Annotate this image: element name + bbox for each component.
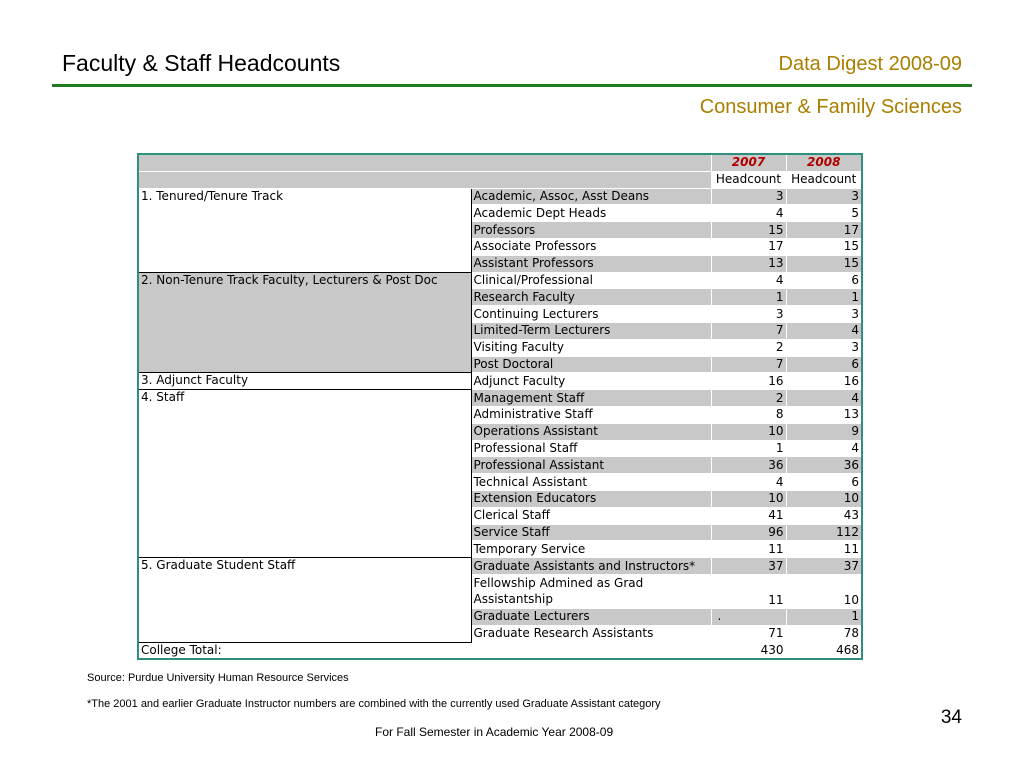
row-label: Academic Dept Heads: [471, 205, 711, 222]
value-2008: 1: [786, 608, 862, 625]
value-2007: 96: [711, 524, 786, 541]
value-2007: 36: [711, 457, 786, 474]
value-2007: 37: [711, 558, 786, 575]
value-2007: 2: [711, 390, 786, 407]
total-2008: 468: [786, 642, 862, 659]
page-title: Faculty & Staff Headcounts: [62, 50, 341, 76]
row-label: Operations Assistant: [471, 423, 711, 440]
value-2007: 17: [711, 238, 786, 255]
category-cell: 4. Staff: [138, 390, 471, 558]
value-2007: 3: [711, 306, 786, 323]
value-2007: 1: [711, 440, 786, 457]
value-2007: 7: [711, 322, 786, 339]
value-2008: 13: [786, 406, 862, 423]
category-cell: 5. Graduate Student Staff: [138, 558, 471, 642]
digest-label: Data Digest 2008-09: [778, 53, 962, 75]
value-2007: 4: [711, 272, 786, 289]
value-2008: 37: [786, 558, 862, 575]
value-2008: 36: [786, 457, 862, 474]
value-2007: 16: [711, 373, 786, 390]
value-2008: 3: [786, 339, 862, 356]
row-label: Post Doctoral: [471, 356, 711, 373]
value-2008: 16: [786, 373, 862, 390]
semester-footer: For Fall Semester in Academic Year 2008-09: [375, 725, 614, 739]
value-2008: 78: [786, 625, 862, 642]
value-2008: 10: [786, 574, 862, 608]
value-2008: 10: [786, 490, 862, 507]
department-label: Consumer & Family Sciences: [699, 96, 962, 118]
category-cell: 1. Tenured/Tenure Track: [138, 188, 471, 272]
row-label: Fellowship Admined as Grad Assistantship: [471, 574, 711, 608]
header-rule: [52, 84, 972, 87]
value-2007: 4: [711, 474, 786, 491]
row-label: Temporary Service: [471, 541, 711, 558]
year-2008-header: 2008: [786, 154, 862, 171]
value-2007: 10: [711, 490, 786, 507]
value-2008: 9: [786, 423, 862, 440]
value-2008: 11: [786, 541, 862, 558]
table-row: [138, 272, 862, 289]
value-2008: 6: [786, 356, 862, 373]
value-2008: 15: [786, 238, 862, 255]
value-2008: 43: [786, 507, 862, 524]
value-2008: 112: [786, 524, 862, 541]
row-label: Administrative Staff: [471, 406, 711, 423]
total-2007: 430: [711, 642, 786, 659]
table-row: [138, 373, 862, 390]
row-label: Assistant Professors: [471, 255, 711, 272]
value-2008: 17: [786, 222, 862, 239]
value-2008: 1: [786, 289, 862, 306]
measure-2008-header: Headcount: [786, 171, 862, 188]
value-2007: 71: [711, 625, 786, 642]
row-label: Continuing Lecturers: [471, 306, 711, 323]
row-label: Extension Educators: [471, 490, 711, 507]
row-label: Adjunct Faculty: [471, 373, 711, 390]
source-note: Source: Purdue University Human Resource Services: [87, 672, 349, 684]
row-label: Clinical/Professional: [471, 272, 711, 289]
row-label: Limited-Term Lecturers: [471, 322, 711, 339]
value-2007: 13: [711, 255, 786, 272]
row-label: Academic, Assoc, Asst Deans: [471, 188, 711, 205]
value-2007: 11: [711, 541, 786, 558]
row-label: Visiting Faculty: [471, 339, 711, 356]
value-2008: 4: [786, 390, 862, 407]
value-2007: 8: [711, 406, 786, 423]
table-row: [138, 188, 862, 205]
row-label: Management Staff: [471, 390, 711, 407]
value-2007: 41: [711, 507, 786, 524]
row-label: Associate Professors: [471, 238, 711, 255]
row-label: Professional Assistant: [471, 457, 711, 474]
value-2008: 3: [786, 306, 862, 323]
value-2008: 3: [786, 188, 862, 205]
measure-2007-header: Headcount: [711, 171, 786, 188]
row-label: Graduate Assistants and Instructors*: [471, 558, 711, 575]
row-label: Professional Staff: [471, 440, 711, 457]
value-2007: 10: [711, 423, 786, 440]
value-2007: 2: [711, 339, 786, 356]
category-cell: 2. Non-Tenure Track Faculty, Lecturers & Post Doc: [138, 272, 471, 373]
value-2007: 4: [711, 205, 786, 222]
category-cell: 3. Adjunct Faculty: [138, 373, 471, 390]
value-2008: 15: [786, 255, 862, 272]
row-label: Clerical Staff: [471, 507, 711, 524]
header-blank: [138, 154, 711, 171]
value-2008: 6: [786, 474, 862, 491]
table-row: [138, 558, 862, 575]
page-number: 34: [940, 707, 962, 728]
value-2008: 4: [786, 440, 862, 457]
row-label: Technical Assistant: [471, 474, 711, 491]
table-row: [138, 390, 862, 407]
value-2007: 1: [711, 289, 786, 306]
total-row: [138, 642, 862, 659]
row-label: Graduate Research Assistants: [471, 625, 711, 642]
row-label: Graduate Lecturers: [471, 608, 711, 625]
measure-header-row: [138, 171, 862, 188]
row-label: Research Faculty: [471, 289, 711, 306]
value-2008: 4: [786, 322, 862, 339]
value-2007: 11: [711, 574, 786, 608]
value-2007: .: [711, 608, 786, 625]
value-2007: 3: [711, 188, 786, 205]
value-2007: 7: [711, 356, 786, 373]
value-2008: 5: [786, 205, 862, 222]
value-2008: 6: [786, 272, 862, 289]
value-2007: 15: [711, 222, 786, 239]
headcount-table: [137, 153, 863, 660]
footnote: *The 2001 and earlier Graduate Instructor numbers are combined with the currently used Graduate Assistant category: [87, 698, 661, 710]
row-label: Service Staff: [471, 524, 711, 541]
year-2007-header: 2007: [711, 154, 786, 171]
header-blank: [138, 171, 711, 188]
year-header-row: [138, 154, 862, 171]
total-label: College Total:: [138, 642, 711, 659]
row-label: Professors: [471, 222, 711, 239]
